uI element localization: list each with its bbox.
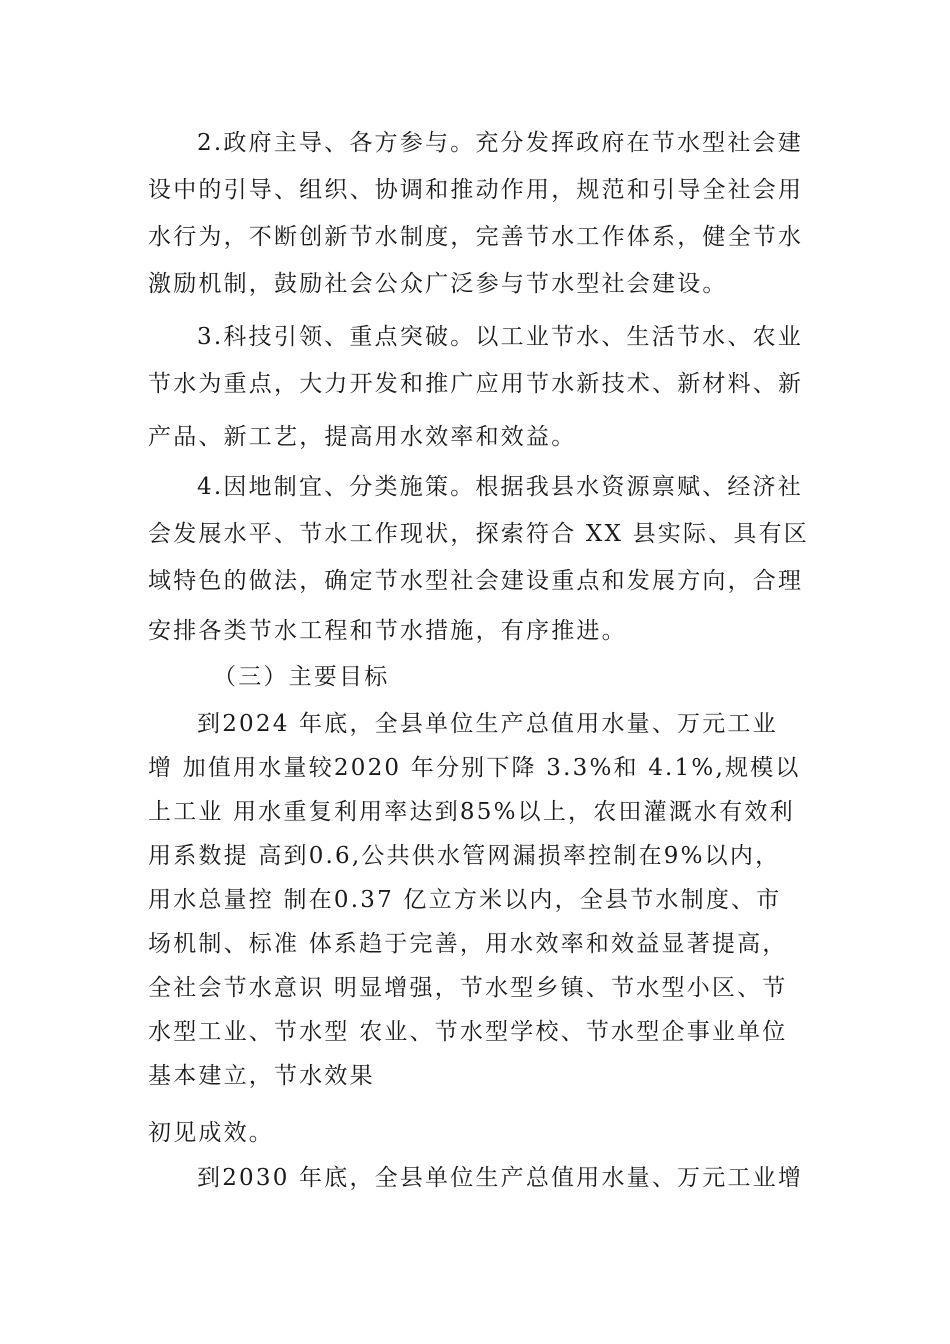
- target-2024-line-3: 上工业 用水重复利用率达到85%以上，农田灌溉水有效利: [148, 799, 795, 825]
- principle-3-line-3: 产品、新工艺，提高用水效率和效益。: [148, 424, 577, 450]
- principle-4-line-3: 域特色的做法，确定节水型社会建设重点和发展方向，合理: [148, 568, 804, 594]
- target-2024-line-1: 到2024 年底，全县单位生产总值用水量、万元工业: [197, 711, 778, 737]
- principle-4-line-4: 安排各类节水工程和节水措施，有序推进。: [148, 618, 627, 644]
- target-2030-line-1: 到2030 年底，全县单位生产总值用水量、万元工业增: [197, 1165, 804, 1191]
- section-heading: （三）主要目标: [213, 664, 390, 690]
- target-2024-line-6: 场机制、标准 体系趋于完善，用水效率和效益显著提高，: [148, 931, 788, 957]
- target-2024-line-2: 增 加值用水量较2020 年分别下降 3.3%和 4.1%,规模以: [148, 755, 801, 781]
- target-2024-line-10: 初见成效。: [148, 1120, 274, 1146]
- principle-2-line-4: 激励机制，鼓励社会公众广泛参与节水型社会建设。: [148, 271, 728, 297]
- principle-3-line-1: 3.科技引领、重点突破。以工业节水、生活节水、农业: [197, 324, 803, 350]
- principle-2-line-1: 2.政府主导、各方参与。充分发挥政府在节水型社会建: [197, 130, 803, 156]
- target-2024-line-8: 水型工业、节水型 农业、节水型学校、节水型企事业单位: [148, 1019, 788, 1045]
- principle-4-line-2: 会发展水平、节水工作现状，探索符合 XX 县实际、具有区: [148, 521, 809, 547]
- target-2024-line-4: 用系数提 高到0.6,公共供水管网漏损率控制在9%以内，: [148, 843, 781, 869]
- principle-4-line-1: 4.因地制宜、分类施策。根据我县水资源禀赋、经济社: [197, 474, 803, 500]
- principle-2-line-2: 设中的引导、组织、协调和推动作用，规范和引导全社会用: [148, 177, 804, 203]
- target-2024-line-9: 基本建立，节水效果: [148, 1063, 375, 1089]
- principle-3-line-2: 节水为重点，大力开发和推广应用节水新技术、新材料、新: [148, 371, 804, 397]
- target-2024-line-5: 用水总量控 制在0.37 亿立方米以内，全县节水制度、市: [148, 887, 782, 913]
- target-2024-line-7: 全社会节水意识 明显增强，节水型乡镇、节水型小区、节: [148, 975, 788, 1001]
- principle-2-line-3: 水行为，不断创新节水制度，完善节水工作体系，健全节水: [148, 224, 804, 250]
